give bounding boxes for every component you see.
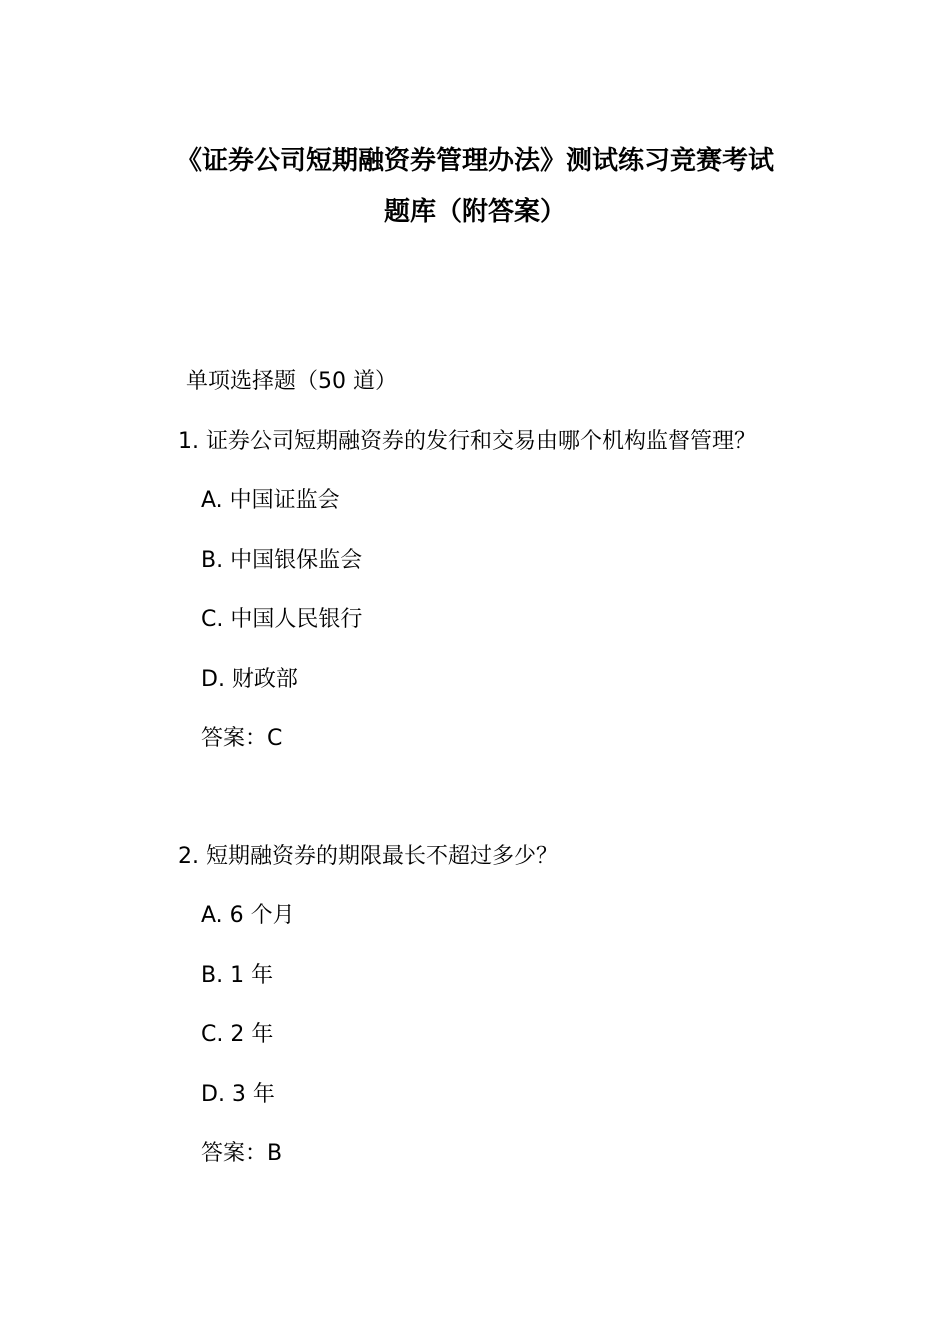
- option-d: D. 3 年: [201, 1082, 275, 1107]
- answer: 答案：C: [201, 726, 283, 751]
- document-title-line-1: 《证券公司短期融资券管理办法》测试练习竞赛考试: [175, 146, 774, 176]
- option-a: A. 6 个月: [201, 903, 295, 928]
- question-stem: 1. 证券公司短期融资券的发行和交易由哪个机构监督管理？: [178, 429, 756, 454]
- question-stem: 2. 短期融资券的期限最长不超过多少？: [178, 844, 558, 869]
- answer: 答案：B: [201, 1141, 283, 1166]
- option-c: C. 2 年: [201, 1022, 274, 1047]
- option-b: B. 中国银保监会: [201, 548, 363, 573]
- document-title-line-2: 题库（附答案）: [383, 197, 566, 227]
- option-d: D. 财政部: [201, 667, 298, 692]
- section-heading: 单项选择题（50 道）: [186, 369, 397, 394]
- option-b: B. 1 年: [201, 963, 274, 988]
- option-a: A. 中国证监会: [201, 488, 340, 513]
- option-c: C. 中国人民银行: [201, 607, 363, 632]
